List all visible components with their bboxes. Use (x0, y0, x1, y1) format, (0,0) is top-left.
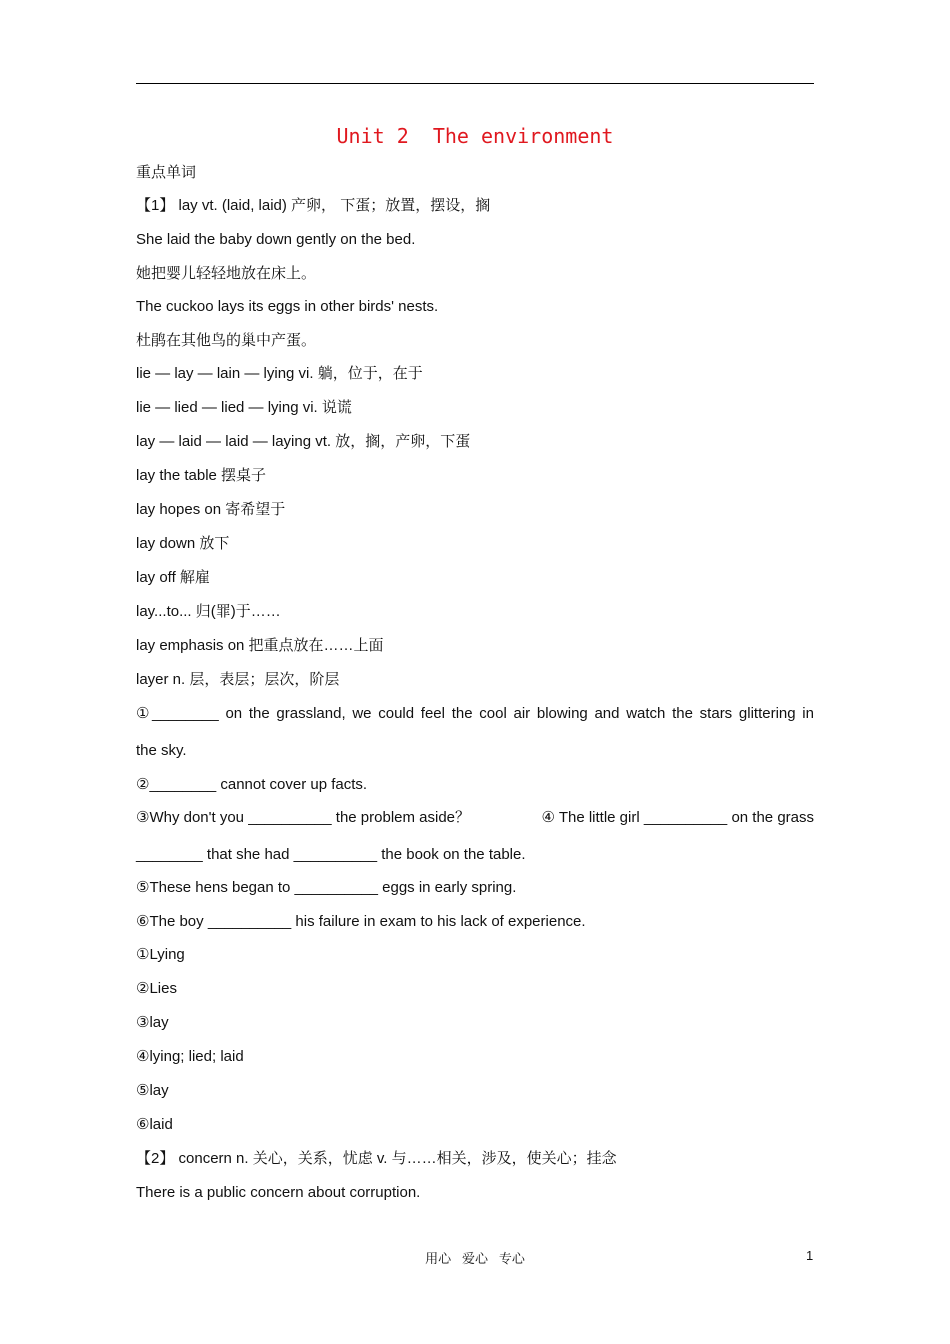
entry-heading-lay: 【1】 lay vt. (laid, laid) 产卵， 下蛋；放置，摆设，搁 (136, 197, 491, 214)
answer-line: ②Lies (136, 980, 177, 997)
exercise-line: ②________ cannot cover up facts. (136, 776, 368, 793)
exercise-line: ⑤These hens began to __________ eggs in early spring. (136, 879, 517, 896)
exercise-line: ⑥The boy __________ his failure in exam to his lack of experience. (136, 913, 586, 930)
exercise-line: ________ that she had __________ the book on the table. (136, 846, 526, 863)
header-rule (136, 83, 814, 84)
example-line: She laid the baby down gently on the bed. (136, 231, 416, 248)
example-line: There is a public concern about corruption. (136, 1184, 421, 1201)
phrase-line: lay the table 摆桌子 (136, 467, 267, 484)
exercise-item: ④ The little girl __________ on the grass (541, 809, 814, 826)
answer-line: ⑥laid (136, 1116, 173, 1133)
section-heading: 重点单词 (136, 164, 197, 181)
answer-line: ⑤lay (136, 1082, 169, 1099)
word-form-line: lie — lay — lain — lying vi. 躺，位于，在于 (136, 365, 423, 382)
answer-line: ①Lying (136, 946, 185, 963)
exercise-item: ③Why don't you __________ the problem aside？ (136, 809, 471, 826)
answer-line: ④lying; lied; laid (136, 1048, 244, 1065)
word-form-line: lay — laid — laid — laying vt. 放，搁，产卵，下蛋 (136, 433, 471, 450)
phrase-line: lay off 解雇 (136, 569, 210, 586)
example-line: The cuckoo lays its eggs in other birds' nests. (136, 298, 439, 315)
exercise-line: the sky. (136, 742, 187, 759)
page-title: Unit 2 The environment (336, 124, 614, 148)
page-number: 1 (806, 1248, 814, 1263)
page-footer: 用心 爱心 专心 (425, 1251, 525, 1266)
phrase-line: lay emphasis on 把重点放在……上面 (136, 637, 384, 654)
exercise-row (136, 808, 814, 828)
word-form-line: lie — lied — lied — lying vi. 说谎 (136, 399, 352, 416)
exercise-line: ①________ on the grassland, we could feel the cool air blowing and watch the stars glittering in (136, 705, 814, 722)
phrase-line: lay...to... 归(罪)于…… (136, 603, 281, 620)
answer-line: ③lay (136, 1014, 169, 1031)
entry-heading-concern: 【2】 concern n. 关心，关系，忧虑 v. 与……相关，涉及，使关心；挂念 (136, 1150, 617, 1167)
example-line: 她把婴儿轻轻地放在床上。 (136, 265, 317, 282)
phrase-line: lay hopes on 寄希望于 (136, 501, 286, 518)
phrase-line: layer n. 层，表层；层次，阶层 (136, 671, 340, 688)
phrase-line: lay down 放下 (136, 535, 230, 552)
example-line: 杜鹃在其他鸟的巢中产蛋。 (136, 332, 317, 349)
